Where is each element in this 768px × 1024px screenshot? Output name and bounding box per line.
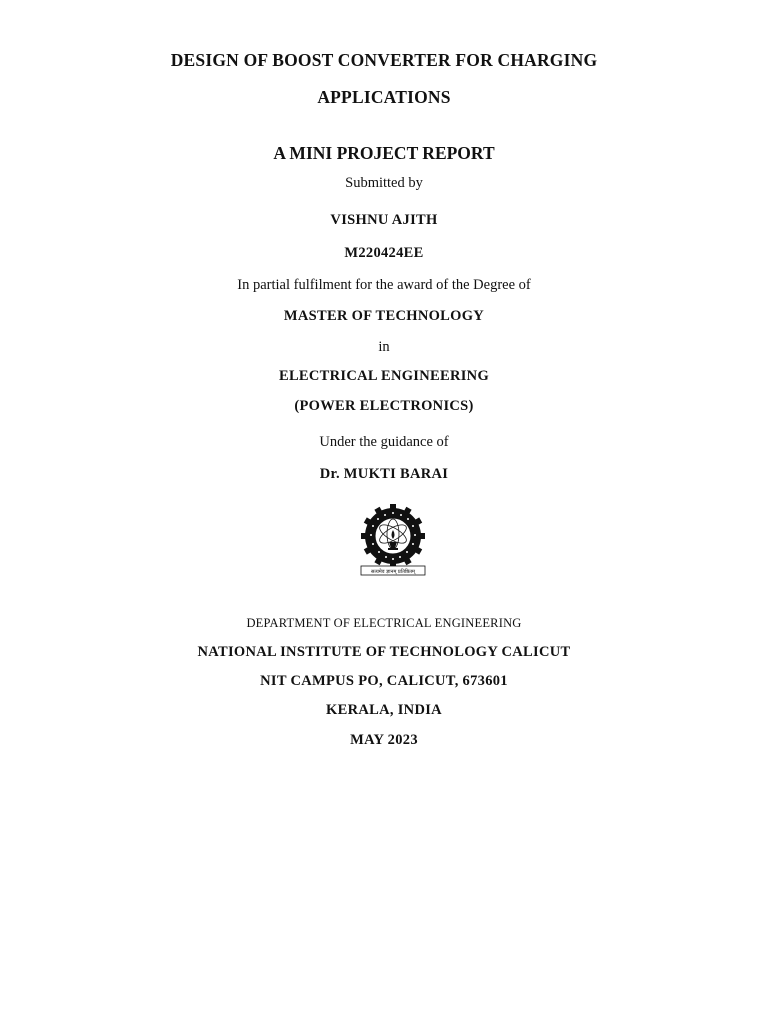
institute-name: NATIONAL INSTITUTE OF TECHNOLOGY CALICUT xyxy=(197,644,571,660)
department: DEPARTMENT OF ELECTRICAL ENGINEERING xyxy=(246,616,522,630)
guidance-text: Under the guidance of xyxy=(319,434,449,450)
logo-motto: सत्यमेव ज्ञानम् प्रतिष्ठितम् xyxy=(370,569,416,575)
discipline: ELECTRICAL ENGINEERING xyxy=(278,368,490,384)
state: KERALA, INDIA xyxy=(326,702,442,718)
fulfilment-text: In partial fulfilment for the award of the Degree of xyxy=(237,277,531,293)
guide-name: Dr. MUKTI BARAI xyxy=(319,466,449,482)
nit-calicut-emblem-icon xyxy=(359,504,427,576)
institute-logo xyxy=(359,504,427,576)
degree: MASTER OF TECHNOLOGY xyxy=(283,308,485,324)
in-text: in xyxy=(378,339,390,355)
specialization: (POWER ELECTRONICS) xyxy=(294,398,474,414)
date: MAY 2023 xyxy=(350,732,418,748)
roll-number: M220424EE xyxy=(344,245,424,261)
institute-address: NIT CAMPUS PO, CALICUT, 673601 xyxy=(260,673,508,689)
title-line-1: DESIGN OF BOOST CONVERTER FOR CHARGING xyxy=(170,50,598,70)
author-name: VISHNU AJITH xyxy=(330,212,438,228)
submitted-by: Submitted by xyxy=(345,175,423,191)
title-line-2: APPLICATIONS xyxy=(317,87,451,107)
report-type: A MINI PROJECT REPORT xyxy=(273,143,495,163)
